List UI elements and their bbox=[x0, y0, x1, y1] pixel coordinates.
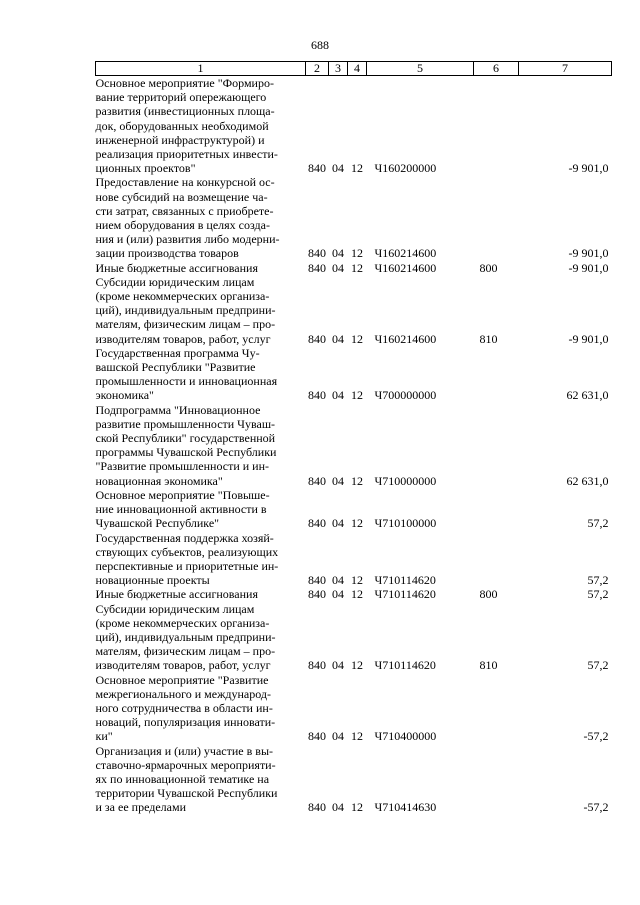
row-description-cell bbox=[96, 673, 306, 744]
table-row bbox=[96, 587, 612, 601]
row-description-cell bbox=[96, 403, 306, 488]
header-cell-2: 2 bbox=[306, 62, 329, 76]
row-subsection: 12 bbox=[351, 260, 363, 275]
row-target-article: Ч160214600 bbox=[374, 246, 437, 261]
row-target-article: Ч710414630 bbox=[374, 800, 437, 815]
row-subsection: 12 bbox=[351, 473, 363, 488]
row-description: Предоставление на конкурсной ос- нове субсидий на возмещение ча- сти затрат, связанных с приобрете- нием оборудования в целях созда- ния и (или) развития либо модерни- зации производства товаров bbox=[95, 175, 280, 261]
header-cell-1: 1 bbox=[96, 62, 306, 76]
row-target-article: Ч710100000 bbox=[374, 516, 437, 531]
header-cell-4: 4 bbox=[348, 62, 367, 76]
row-subsection: 12 bbox=[351, 516, 363, 531]
row-description-cell bbox=[96, 531, 306, 588]
row-section: 04 bbox=[332, 473, 344, 488]
row-expense-type: 810 bbox=[479, 331, 498, 346]
row-expense-type: 800 bbox=[479, 260, 498, 275]
row-amount: 62 631,0 bbox=[566, 388, 609, 403]
row-admin-code: 840 bbox=[308, 161, 326, 176]
row-admin-code: 840 bbox=[308, 388, 326, 403]
page-number: 688 bbox=[311, 38, 329, 52]
row-amount: -9 901,0 bbox=[568, 260, 609, 275]
row-description-cell bbox=[96, 346, 306, 403]
row-section: 04 bbox=[332, 587, 344, 602]
row-amount: -57,2 bbox=[583, 800, 609, 815]
row-admin-code: 840 bbox=[308, 587, 326, 602]
row-subsection: 12 bbox=[351, 161, 363, 176]
row-admin-code: 840 bbox=[308, 246, 326, 261]
budget-table bbox=[95, 61, 612, 815]
row-amount: 57,2 bbox=[587, 516, 609, 531]
row-description: Субсидии юридическим лицам (кроме некоммерческих организа- ций), индивидуальным предприни- мателям, физическим лицам – про- изводителям товаров, работ, услуг bbox=[95, 274, 276, 346]
row-description: Основное мероприятие "Повыше- ние инновационной активности в Чувашской Республике" bbox=[95, 487, 270, 531]
row-amount: 57,2 bbox=[587, 573, 609, 588]
row-target-article: Ч700000000 bbox=[374, 388, 437, 403]
table-row bbox=[96, 346, 612, 403]
row-expense-type bbox=[474, 76, 519, 176]
row-amount: -9 901,0 bbox=[568, 246, 609, 261]
row-description: Иные бюджетные ассигнования bbox=[95, 260, 258, 275]
row-description-cell bbox=[96, 275, 306, 346]
row-amount: -9 901,0 bbox=[568, 161, 609, 176]
table-row bbox=[96, 744, 612, 815]
row-expense-type bbox=[474, 531, 519, 588]
row-admin-code: 840 bbox=[308, 658, 326, 673]
row-admin-code: 840 bbox=[308, 516, 326, 531]
row-subsection: 12 bbox=[351, 800, 363, 815]
row-description-cell bbox=[96, 175, 306, 260]
table-row bbox=[96, 76, 612, 176]
row-subsection: 12 bbox=[351, 331, 363, 346]
row-expense-type bbox=[474, 403, 519, 488]
row-target-article: Ч160214600 bbox=[374, 331, 437, 346]
row-description: Субсидии юридическим лицам (кроме некоммерческих организа- ций), индивидуальным предприни- мателям, физическим лицам – про- изводителям товаров, работ, услуг bbox=[95, 601, 276, 673]
row-description-cell bbox=[96, 744, 306, 815]
table-row bbox=[96, 175, 612, 260]
row-section: 04 bbox=[332, 573, 344, 588]
row-admin-code: 840 bbox=[308, 331, 326, 346]
row-description: Иные бюджетные ассигнования bbox=[95, 587, 258, 602]
row-section: 04 bbox=[332, 800, 344, 815]
row-expense-type: 810 bbox=[479, 658, 498, 673]
row-expense-type bbox=[474, 488, 519, 531]
row-section: 04 bbox=[332, 658, 344, 673]
row-description-cell bbox=[96, 587, 306, 601]
row-subsection: 12 bbox=[351, 573, 363, 588]
table-row bbox=[96, 602, 612, 673]
table-row bbox=[96, 261, 612, 275]
row-description-cell bbox=[96, 261, 306, 275]
row-subsection: 12 bbox=[351, 658, 363, 673]
row-section: 04 bbox=[332, 246, 344, 261]
row-section: 04 bbox=[332, 516, 344, 531]
table-row bbox=[96, 488, 612, 531]
row-target-article: Ч710400000 bbox=[374, 729, 437, 744]
row-subsection: 12 bbox=[351, 587, 363, 602]
row-section: 04 bbox=[332, 729, 344, 744]
row-amount: -57,2 bbox=[583, 729, 609, 744]
table-row bbox=[96, 275, 612, 346]
row-target-article: Ч710114620 bbox=[374, 587, 436, 602]
row-description: Государственная программа Чу- вашской Республики "Развитие промышленности и инновационная экономика" bbox=[95, 345, 278, 403]
row-subsection: 12 bbox=[351, 388, 363, 403]
row-description: Организация и (или) участие в вы- ставочно-ярмарочных мероприяти- ях по инновационной тематике на территории Чувашской Республики и за ее пределами bbox=[95, 743, 278, 815]
row-target-article: Ч710000000 bbox=[374, 473, 437, 488]
row-admin-code: 840 bbox=[308, 473, 326, 488]
row-expense-type bbox=[474, 175, 519, 260]
row-description-cell bbox=[96, 488, 306, 531]
table-row bbox=[96, 403, 612, 488]
row-target-article: Ч710114620 bbox=[374, 658, 436, 673]
row-amount: 57,2 bbox=[587, 587, 609, 602]
row-target-article: Ч710114620 bbox=[374, 573, 436, 588]
row-amount: 62 631,0 bbox=[566, 473, 609, 488]
row-amount: 57,2 bbox=[587, 658, 609, 673]
row-section: 04 bbox=[332, 388, 344, 403]
row-subsection: 12 bbox=[351, 729, 363, 744]
row-expense-type bbox=[474, 673, 519, 744]
row-admin-code: 840 bbox=[308, 260, 326, 275]
row-expense-type bbox=[474, 346, 519, 403]
row-description: Подпрограмма "Инновационное развитие промышленности Чуваш- ской Республики" государственной программы Чувашской Республики "Развитие промышленности и ин- новационная экономика" bbox=[95, 402, 277, 488]
table-body bbox=[96, 76, 612, 815]
table-row bbox=[96, 673, 612, 744]
row-section: 04 bbox=[332, 161, 344, 176]
row-description-cell bbox=[96, 602, 306, 673]
header-cell-6: 6 bbox=[474, 62, 519, 76]
row-subsection: 12 bbox=[351, 246, 363, 261]
row-admin-code: 840 bbox=[308, 573, 326, 588]
header-row bbox=[96, 62, 612, 76]
row-section: 04 bbox=[332, 331, 344, 346]
header-cell-5: 5 bbox=[367, 62, 474, 76]
row-target-article: Ч160200000 bbox=[374, 161, 437, 176]
row-description: Основное мероприятие "Развитие межрегионального и международ- ного сотрудничества в области ин- новаций, популяризация инновати- ки" bbox=[95, 672, 276, 744]
row-expense-type: 800 bbox=[479, 587, 498, 602]
row-target-article: Ч160214600 bbox=[374, 260, 437, 275]
row-admin-code: 840 bbox=[308, 729, 326, 744]
row-admin-code: 840 bbox=[308, 800, 326, 815]
row-description-cell bbox=[96, 76, 306, 176]
row-description: Основное мероприятие "Формиро- вание территорий опережающего развития (инвестиционных площа- док, оборудованных необходимой инженерной инфраструктурой) и реализация приоритетных инвести- ционных проектов" bbox=[95, 76, 278, 176]
row-expense-type bbox=[474, 744, 519, 815]
table-row bbox=[96, 531, 612, 588]
header-cell-3: 3 bbox=[329, 62, 348, 76]
row-section: 04 bbox=[332, 260, 344, 275]
header-cell-7: 7 bbox=[519, 62, 612, 76]
row-amount: -9 901,0 bbox=[568, 331, 609, 346]
row-description: Государственная поддержка хозяй- ствующих субъектов, реализующих перспективные и приоритетные ин- новационные проекты bbox=[95, 530, 279, 588]
